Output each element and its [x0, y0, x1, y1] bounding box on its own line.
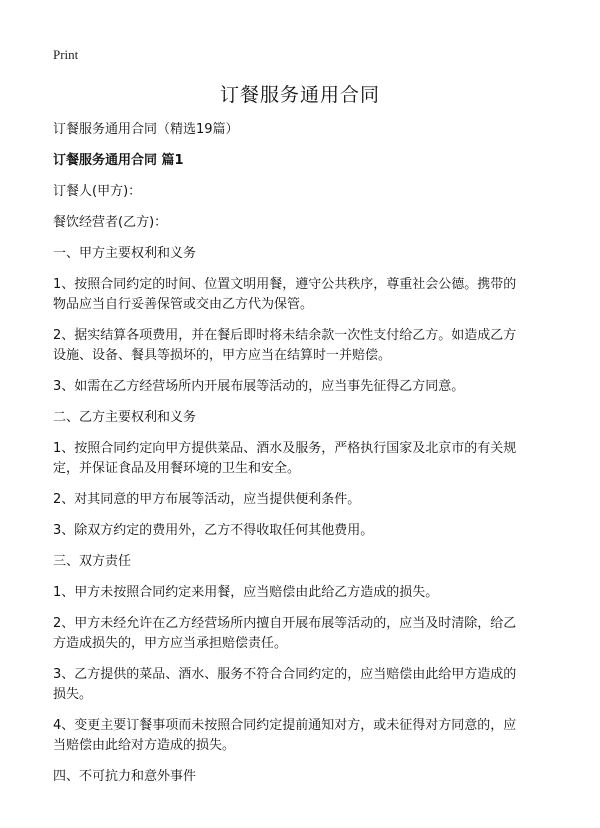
part2-heading: 二、乙方主要权利和义务 — [53, 410, 197, 425]
part3-item-2 — [53, 614, 553, 654]
part1-item-1-line-2: 物品应当自行妥善保管或交由乙方代为保管。 — [53, 297, 314, 312]
party-b: 餐饮经营者(乙方)： — [53, 215, 168, 230]
part1-item-2-line-2: 设施、设备、餐具等损坏的，甲方应当在结算时一并赔偿。 — [53, 348, 392, 363]
document-subtitle: 订餐服务通用合同（精选19篇） — [53, 122, 239, 137]
part2-item-1 — [53, 439, 553, 479]
part1-item-2-line-1: 2、据实结算各项费用，并在餐后即时将未结余款一次性支付给乙方。如造成乙方 — [53, 328, 517, 343]
part3-item-4 — [53, 716, 553, 756]
part3-item-3-line-2: 损失。 — [53, 687, 93, 702]
part3-item-2-line-1: 2、甲方未经允许在乙方经营场所内擅自开展布展等活动的，应当及时清除，给乙 — [53, 616, 517, 631]
part3-item-2-line-2: 方造成损失的，甲方应当承担赔偿责任。 — [53, 636, 288, 651]
part2-item-1-line-1: 1、按照合同约定向甲方提供菜品、酒水及服务，严格执行国家及北京市的有关规 — [53, 441, 517, 456]
part2-item-1-line-2: 定，并保证食品及用餐环境的卫生和安全。 — [53, 461, 301, 476]
document-title: 订餐服务通用合同 — [219, 84, 380, 106]
part1-item-2 — [53, 326, 553, 366]
part2-item-2: 2、对其同意的甲方布展等活动，应当提供便利条件。 — [53, 492, 361, 507]
part1-item-1 — [53, 275, 553, 315]
part1-heading: 一、甲方主要权利和义务 — [53, 246, 197, 261]
part3-heading: 三、双方责任 — [53, 554, 132, 569]
part1-item-1-line-1: 1、按照合同约定的时间、位置文明用餐，遵守公共秩序，尊重社会公德。携带的 — [53, 277, 517, 292]
part1-item-3: 3、如需在乙方经营场所内开展布展等活动的，应当事先征得乙方同意。 — [53, 379, 465, 394]
part3-item-3-line-1: 3、乙方提供的菜品、酒水、服务不符合合同约定的，应当赔偿由此给甲方造成的 — [53, 667, 517, 682]
part3-item-4-line-2: 当赔偿由此给对方造成的损失。 — [53, 738, 236, 753]
party-a: 订餐人(甲方)： — [53, 184, 142, 199]
print-link[interactable]: Print — [53, 47, 79, 62]
document-body — [53, 120, 553, 787]
part3-item-3 — [53, 665, 553, 705]
section-heading: 订餐服务通用合同 篇1 — [53, 153, 184, 168]
part3-item-4-line-1: 4、变更主要订餐事项而未按照合同约定提前通知对方，或未征得对方同意的，应 — [53, 718, 517, 733]
part2-item-3: 3、除双方约定的费用外，乙方不得收取任何其他费用。 — [53, 523, 374, 538]
part4-heading: 四、不可抗力和意外事件 — [53, 769, 197, 784]
part3-item-1: 1、甲方未按照合同约定来用餐，应当赔偿由此给乙方造成的损失。 — [53, 585, 439, 600]
